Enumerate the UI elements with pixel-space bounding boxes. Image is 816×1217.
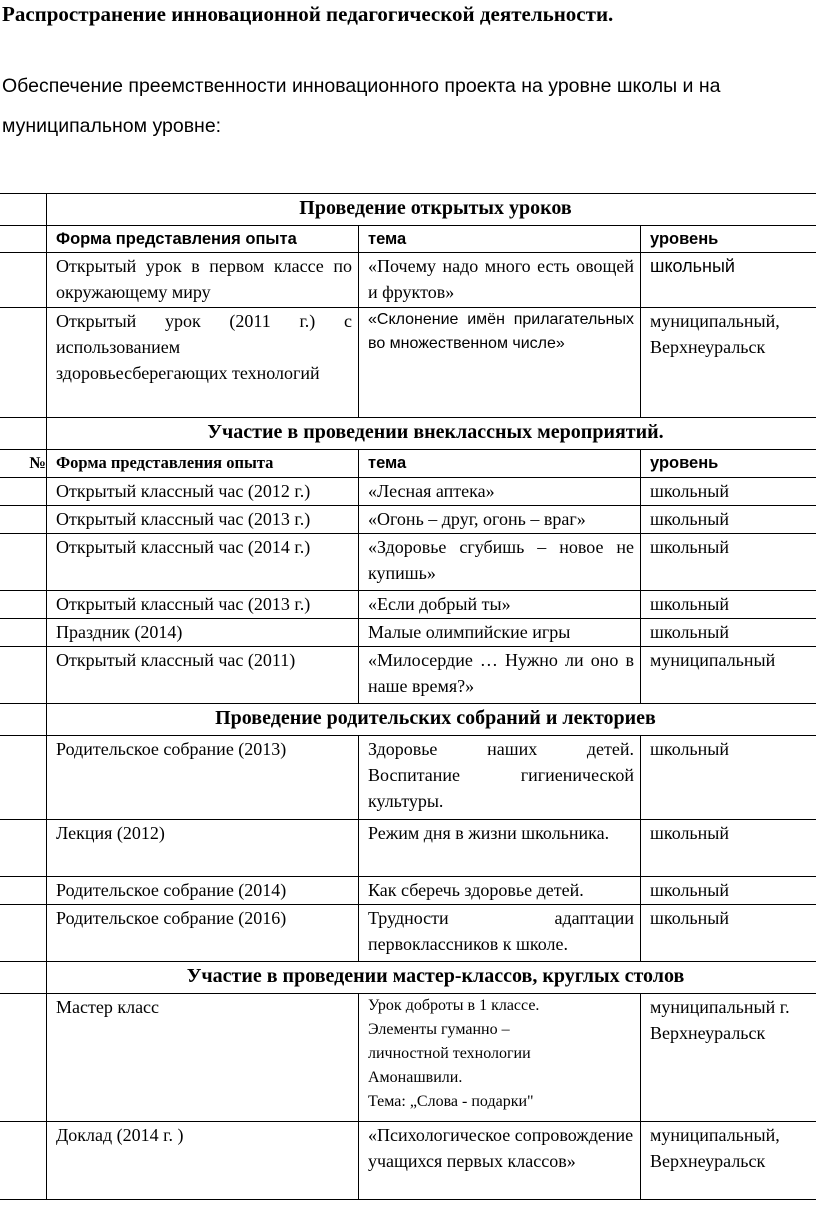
column-header-number: № bbox=[0, 450, 47, 478]
cell-topic: Малые олимпийские игры bbox=[359, 619, 641, 647]
cell-form: Открытый классный час (2014 г.) bbox=[47, 534, 359, 591]
cell-form: Открытый урок (2011 г.) с использованием здоровьесберегающих технологий bbox=[47, 308, 359, 418]
cell-topic: «Психологическое сопровождение учащихся первых классов» bbox=[359, 1122, 641, 1200]
section-header bbox=[0, 962, 816, 994]
table-row bbox=[0, 994, 816, 1122]
column-header-form: Форма представления опыта bbox=[47, 226, 359, 253]
cell-topic: «Склонение имён прилагательных во множественном числе» bbox=[359, 308, 641, 418]
table-row bbox=[0, 905, 816, 962]
column-header-level: уровень bbox=[641, 450, 816, 478]
cell-topic: Трудности адаптации первоклассников к школе. bbox=[359, 905, 641, 962]
table-row bbox=[0, 591, 816, 619]
cell-level: муниципальный bbox=[641, 647, 816, 704]
table-row bbox=[0, 820, 816, 877]
cell-form: Открытый классный час (2013 г.) bbox=[47, 591, 359, 619]
column-header-topic: тема bbox=[359, 450, 641, 478]
cell-level: школьный bbox=[641, 736, 816, 820]
cell-form: Открытый урок в первом классе по окружающему миру bbox=[47, 253, 359, 308]
cell-level: школьный bbox=[641, 905, 816, 962]
cell-topic: Режим дня в жизни школьника. bbox=[359, 820, 641, 877]
cell-level: муниципальный, Верхнеуральск bbox=[641, 308, 816, 418]
cell-topic: Как сберечь здоровье детей. bbox=[359, 877, 641, 905]
section-header bbox=[0, 418, 816, 450]
cell-topic: «Здоровье сгубишь – новое не купишь» bbox=[359, 534, 641, 591]
table-row bbox=[0, 534, 816, 591]
table-row bbox=[0, 308, 816, 418]
section-title-open-lessons: Проведение открытых уроков bbox=[47, 194, 816, 226]
cell-form: Открытый классный час (2012 г.) bbox=[47, 478, 359, 506]
column-header-form: Форма представления опыта bbox=[47, 450, 359, 478]
cell-level: школьный bbox=[641, 877, 816, 905]
cell-level: школьный bbox=[641, 506, 816, 534]
table-row bbox=[0, 877, 816, 905]
section-title-master-classes: Участие в проведении мастер-классов, круглых столов bbox=[47, 962, 816, 994]
cell-level: школьный bbox=[641, 591, 816, 619]
table-row bbox=[0, 647, 816, 704]
cell-topic: «Если добрый ты» bbox=[359, 591, 641, 619]
column-header-row bbox=[0, 226, 816, 253]
page-title: Распространение инновационной педагогической деятельности. bbox=[2, 2, 614, 26]
cell-topic: «Милосердие … Нужно ли оно в наше время?» bbox=[359, 647, 641, 704]
cell-topic: «Огонь – друг, огонь – враг» bbox=[359, 506, 641, 534]
section-title-parent-meetings: Проведение родительских собраний и лекториев bbox=[47, 704, 816, 736]
cell-form: Праздник (2014) bbox=[47, 619, 359, 647]
cell-level: школьный bbox=[641, 619, 816, 647]
table-row bbox=[0, 478, 816, 506]
cell-topic: «Почему надо много есть овощей и фруктов» bbox=[359, 253, 641, 308]
cell-form: Родительское собрание (2016) bbox=[47, 905, 359, 962]
table-row bbox=[0, 253, 816, 308]
cell-topic bbox=[359, 994, 641, 1122]
table-row bbox=[0, 506, 816, 534]
cell-form: Лекция (2012) bbox=[47, 820, 359, 877]
cell-form: Родительское собрание (2013) bbox=[47, 736, 359, 820]
column-header-row bbox=[0, 450, 816, 478]
cell-form: Открытый классный час (2013 г.) bbox=[47, 506, 359, 534]
cell-form: Доклад (2014 г. ) bbox=[47, 1122, 359, 1200]
activities-table bbox=[0, 193, 816, 1200]
section-title-extracurricular: Участие в проведении внеклассных мероприятий. bbox=[47, 418, 816, 450]
cell-form: Мастер класс bbox=[47, 994, 359, 1122]
cell-level: школьный bbox=[641, 820, 816, 877]
cell-topic: Здоровье наших детей. Воспитание гигиенической культуры. bbox=[359, 736, 641, 820]
table-row bbox=[0, 619, 816, 647]
cell-level: муниципальный г. Верхнеуральск bbox=[641, 994, 816, 1122]
cell-level: муниципальный, Верхнеуральск bbox=[641, 1122, 816, 1200]
table-row bbox=[0, 736, 816, 820]
intro-paragraph: Обеспечение преемственности инновационного проекта на уровне школы и на муниципальном уровне: bbox=[2, 75, 721, 137]
cell-topic: «Лесная аптека» bbox=[359, 478, 641, 506]
cell-form: Открытый классный час (2011) bbox=[47, 647, 359, 704]
section-header bbox=[0, 704, 816, 736]
topic-line: личностной технологии bbox=[368, 1045, 531, 1062]
table-row bbox=[0, 1122, 816, 1200]
cell-level: школьный bbox=[641, 534, 816, 591]
column-header-level: уровень bbox=[641, 226, 816, 253]
topic-line: Элементы гуманно – bbox=[368, 1021, 510, 1038]
cell-level: школьный bbox=[641, 478, 816, 506]
topic-line: Амонашвили. bbox=[368, 1069, 463, 1086]
column-header-topic: тема bbox=[359, 226, 641, 253]
section-header bbox=[0, 194, 816, 226]
topic-line: Урок доброты в 1 классе. bbox=[368, 997, 540, 1014]
topic-line: Тема: „Слова - подарки" bbox=[368, 1093, 534, 1110]
cell-form: Родительское собрание (2014) bbox=[47, 877, 359, 905]
cell-level: школьный bbox=[641, 253, 816, 308]
